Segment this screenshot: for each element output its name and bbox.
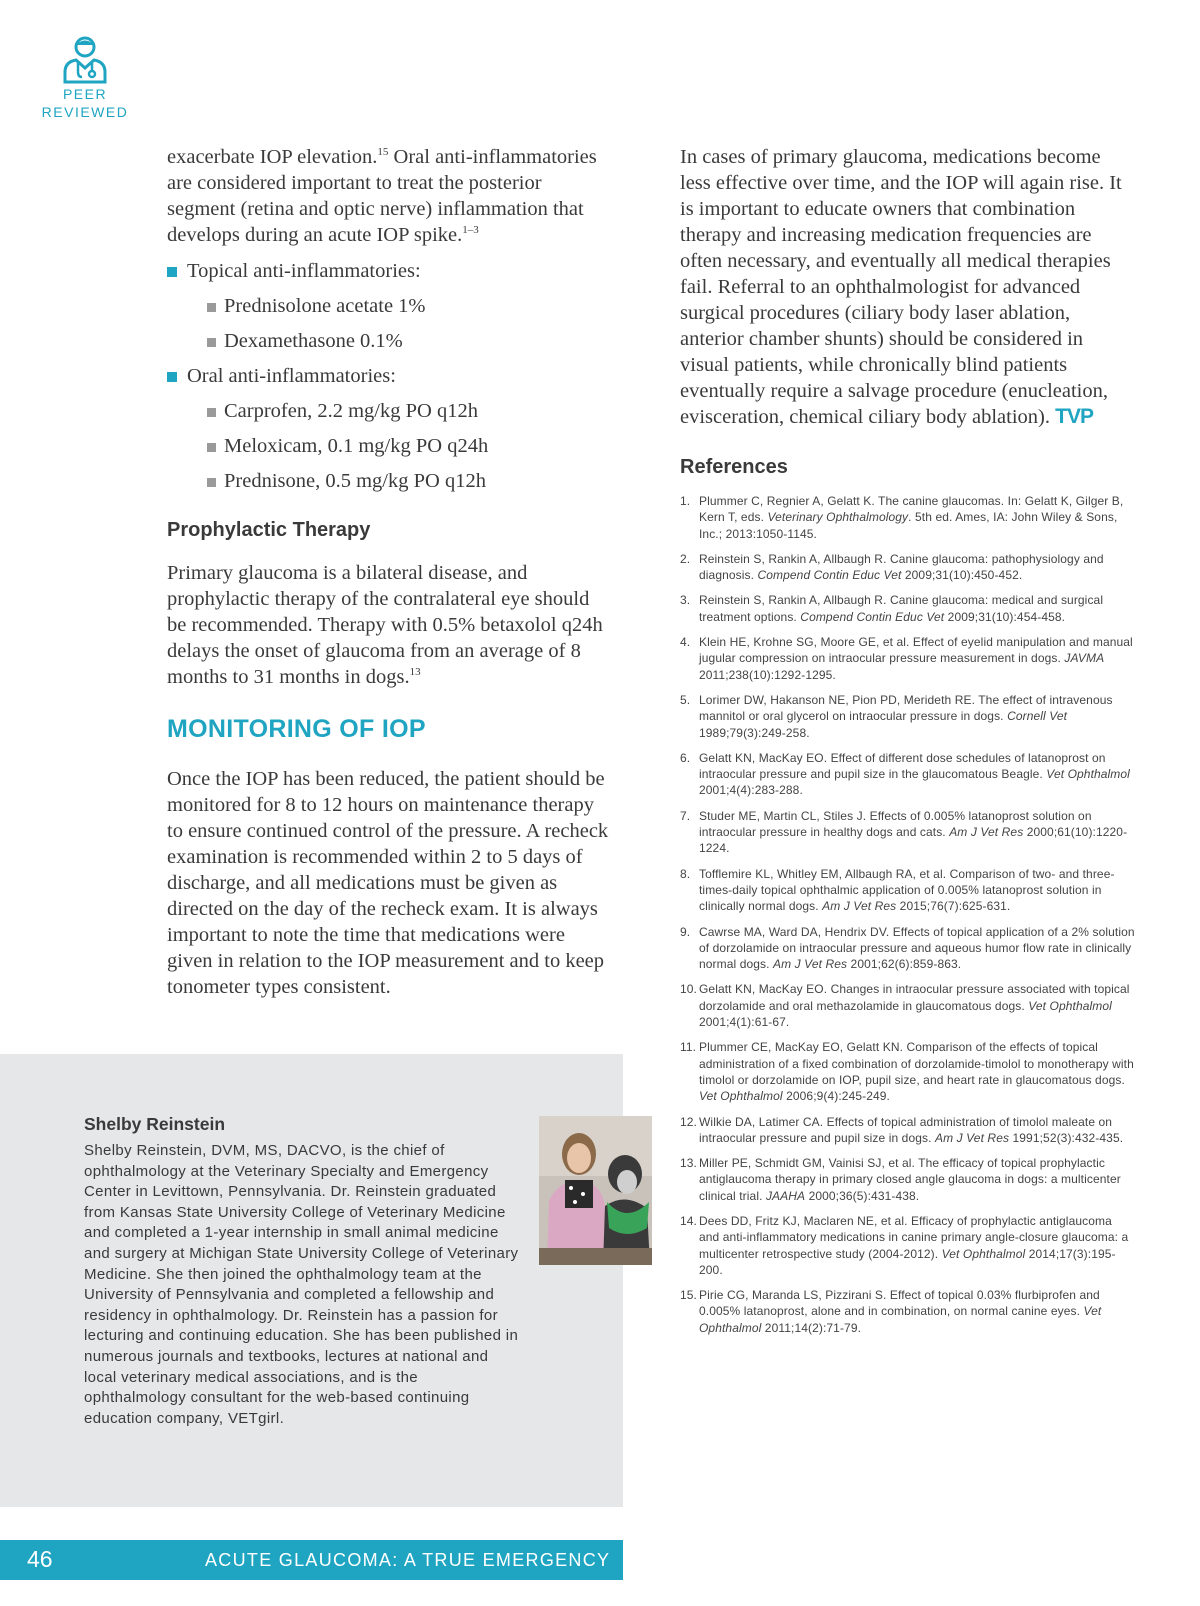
reference-item [680, 1039, 1135, 1104]
citation-sup: 1–3 [462, 224, 479, 237]
references-heading: References [680, 456, 788, 478]
reference-item [680, 1287, 1135, 1336]
reference-number: 13. [680, 1156, 697, 1171]
reference-citation: 2011;238(10):1292-1295. [699, 667, 836, 682]
reference-journal: Am J Vet Res [934, 1130, 1010, 1145]
anti-inflammatory-list [167, 258, 612, 494]
sub-list [187, 398, 612, 494]
reference-text: Tofflemire KL, Whitley EM, Allbaugh RA, et al. Comparison of two- and three-times-daily topical ophthalmic application of 0.005% latanoprost solution in clinically normal dogs. [699, 866, 1115, 914]
reference-citation: 2000;61(10):1220-1224. [699, 825, 1128, 856]
intro-text-a: exacerbate IOP elevation. [167, 146, 378, 168]
reference-text: Reinstein S, Rankin A, Allbaugh R. Canine glaucoma: medical and surgical treatment options. [699, 593, 1104, 624]
peer-label-line2: REVIEWED [41, 104, 129, 120]
sub-list-item: Meloxicam, 0.1 mg/kg PO q24h [207, 433, 612, 459]
list-item [167, 258, 612, 354]
author-bio-text: Shelby Reinstein, DVM, MS, DACVO, is the chief of ophthalmology at the Veterinary Specialty and Emergency Center in Levittown, Pennsylvania. Dr. Reinstein graduated from Kansas State University College of Veterinary Medicine and completed a 1-year internship in small animal medicine and surgery at Michigan State University College of Veterinary Medicine. She then joined the ophthalmology team at the University of Pennsylvania and completed a fellowship and residency in ophthalmology. Dr. Reinstein has a passion for lecturing and continuing education. She has been published in numerous journals and textbooks, lectures at national and local veterinary medical associations, and is the ophthalmology consultant for the web-based continuing education company, VETgirl. [84, 1142, 519, 1427]
reference-text: Plummer C, Regnier A, Gelatt K. The canine glaucomas. In: Gelatt K, Gilger B, Kern T, eds. [699, 494, 1124, 525]
reference-journal: Vet Ophthalmol [1046, 767, 1130, 782]
reference-journal: Vet Ophthalmol [699, 1304, 1102, 1335]
sub-list-item: Carprofen, 2.2 mg/kg PO q12h [207, 398, 612, 424]
reference-number: 6. [680, 750, 691, 765]
reference-number: 5. [680, 692, 691, 707]
footer-title: ACUTE GLAUCOMA: A TRUE EMERGENCY [205, 1550, 611, 1570]
reference-journal: Veterinary Ophthalmology [767, 510, 909, 525]
reference-item [680, 981, 1135, 1030]
reference-citation: 2006;9(4):245-249. [782, 1089, 890, 1104]
reference-text: Reinstein S, Rankin A, Allbaugh R. Canine glaucoma: pathophysiology and diagnosis. [699, 551, 1104, 583]
reference-number: 3. [680, 593, 691, 608]
reference-number: 11. [680, 1040, 697, 1055]
reference-item [680, 493, 1135, 542]
reference-text: Miller PE, Schmidt GM, Vainisi SJ, et al. The efficacy of topical prophylactic antiglaucoma therapy in primary closed angle glaucoma in dogs: a multicenter clinical trial. [699, 1156, 1121, 1203]
reference-citation: 2000;36(5):431-438. [805, 1188, 920, 1203]
reference-number: 14. [680, 1213, 697, 1228]
reference-citation: 2009;31(10):450-452. [901, 568, 1023, 583]
reference-number: 15. [680, 1288, 697, 1303]
list-item-label: Oral anti-inflammatories: [187, 365, 396, 387]
reference-item [680, 634, 1135, 683]
reference-citation: 1991;52(3):432-435. [1009, 1130, 1124, 1145]
reference-journal: Cornell Vet [1007, 709, 1068, 724]
reference-journal: Compend Contin Educ Vet [757, 568, 902, 583]
reference-number: 1. [680, 494, 691, 508]
reference-item [680, 692, 1135, 741]
author-photo [539, 1116, 652, 1265]
sub-list-item: Prednisolone acetate 1% [207, 293, 612, 319]
reference-item [680, 866, 1135, 915]
tvp-logo: TVP [1055, 405, 1093, 428]
reference-item [680, 1155, 1135, 1204]
intro-text-b: Oral anti-inflammatories are considered important to treat the posterior segment (retina and optic nerve) inflammation that develops during an acute IOP spike. [167, 146, 597, 246]
reference-text: Wilkie DA, Latimer CA. Effects of topical administration of timolol maleate on intraocular pressure and pupil size in dogs. [699, 1114, 1113, 1145]
conclusion-text: In cases of primary glaucoma, medications become less effective over time, and the IOP will again rise. It is important to educate owners that combination therapy and increasing medication frequencies are often necessary, and eventually all medical therapies fail. Referral to an ophthalmologist for advanced surgical procedures (ciliary body laser ablation, anterior chamber shunts) should be considered in visual patients, while chronically blind patients eventually require a salvage procedure (enucleation, evisceration, chemical ciliary body ablation). [680, 146, 1122, 428]
reference-citation: 2001;62(6):859-863. [847, 957, 962, 972]
reference-item [680, 750, 1135, 799]
reference-citation: 2015;76(7):625-631. [896, 899, 1011, 914]
reference-text: Klein HE, Krohne SG, Moore GE, et al. Effect of eyelid manipulation and manual jugular compression on intraocular pressure measurement in dogs. [699, 635, 1133, 666]
sub-list-item: Prednisone, 0.5 mg/kg PO q12h [207, 468, 612, 494]
reference-text: Dees DD, Fritz KJ, Maclaren NE, et al. Efficacy of prophylactic antiglaucoma and anti-inflammatory medications in canine primary angle-closure glaucoma: a multicenter retrospective study (2004-2012). [699, 1213, 1129, 1261]
reference-item [680, 924, 1135, 973]
reference-journal: Compend Contin Educ Vet [800, 609, 945, 624]
reference-journal: Am J Vet Res [773, 957, 848, 972]
author-name: Shelby Reinstein [84, 1114, 226, 1134]
reference-journal: JAVMA [1064, 651, 1105, 666]
reference-text: Plummer CE, MacKay EO, Gelatt KN. Comparison of the effects of topical administration of a fixed combination of dorzolamide-timolol to monotherapy with timolol or dorzolamide on IOP, pupil size, and heart rate in glaucomatous dogs. [699, 1040, 1134, 1087]
reference-citation: 2011;14(2):71-79. [761, 1320, 862, 1335]
reference-text: Cawrse MA, Ward DA, Hendrix DV. Effects of topical application of a 2% solution of dorzolamide on intraocular pressure and aqueous humor flow rate in clinically normal dogs. [699, 924, 1135, 972]
reference-item [680, 1114, 1135, 1147]
reference-citation: 1989;79(3):249-258. [699, 725, 810, 740]
reference-text: Pirie CG, Maranda LS, Pizzirani S. Effect of topical 0.03% flurbiprofen and 0.005% latanoprost, alone and in combination, on normal canine eyes. [699, 1288, 1100, 1319]
reference-item [680, 808, 1135, 857]
reference-journal: Vet Ophthalmol [941, 1246, 1026, 1261]
reference-number: 10. [680, 982, 697, 997]
reference-citation: 2009;31(10):454-458. [944, 609, 1066, 624]
right-column [680, 144, 1135, 1345]
peer-label-line1: PEER [62, 86, 108, 102]
doctor-icon [62, 34, 108, 84]
references-list [680, 493, 1135, 1336]
reference-text: Lorimer DW, Hakanson NE, Pion PD, Merideth RE. The effect of intravenous mannitol or oral glycerol on intraocular pressure in dogs. [699, 692, 1113, 724]
reference-journal: Am J Vet Res [822, 899, 897, 914]
citation-sup: 15 [377, 146, 389, 159]
list-item-label: Topical anti-inflammatories: [187, 260, 421, 282]
reference-number: 12. [680, 1114, 697, 1129]
reference-item [680, 1213, 1135, 1278]
reference-citation: 2001;4(1):61-67. [699, 1015, 790, 1030]
reference-journal: Am J Vet Res [949, 825, 1024, 840]
reference-item [680, 592, 1135, 625]
conclusion-paragraph [680, 144, 1135, 430]
reference-journal: Vet Ophthalmol [1028, 998, 1112, 1013]
page-number: 46 [27, 1546, 53, 1572]
reference-text: Gelatt KN, MacKay EO. Changes in intraocular pressure associated with topical dorzolamide and oral methazolamide in glaucomatous dogs. [699, 982, 1130, 1013]
citation-sup: 13 [409, 666, 421, 679]
reference-journal: JAAHA [765, 1188, 806, 1203]
reference-number: 4. [680, 635, 691, 650]
sub-list-item: Dexamethasone 0.1% [207, 328, 612, 354]
reference-text: Studer ME, Martin CL, Stiles J. Effects of 0.005% latanoprost solution on intraocular pressure in healthy dogs and cats. [699, 808, 1092, 840]
peer-reviewed-badge [40, 34, 130, 120]
reference-number: 8. [680, 866, 691, 881]
list-item [167, 363, 612, 494]
reference-number: 2. [680, 551, 691, 566]
intro-paragraph [167, 144, 612, 248]
reference-journal: Vet Ophthalmol [699, 1089, 783, 1104]
reference-item [680, 551, 1135, 584]
reference-text: Gelatt KN, MacKay EO. Effect of different dose schedules of latanoprost on intraocular pressure and pupil size in the glaucomatous Beagle. [699, 750, 1106, 782]
monitoring-heading: MONITORING OF IOP [167, 715, 426, 743]
left-column [167, 144, 612, 1000]
monitoring-paragraph: Once the IOP has been reduced, the patient should be monitored for 8 to 12 hours on maintenance therapy to ensure continued control of the pressure. A recheck examination is recommended within 2 to 5 days of discharge, and all medications must be given as directed on the day of the recheck exam. It is always important to note the time that medications were given in relation to the IOP measurement and to keep tonometer types consistent. [167, 768, 609, 998]
prophylactic-text: Primary glaucoma is a bilateral disease, and prophylactic therapy of the contralateral eye should be recommended. Therapy with 0.5% betaxolol q24h delays the onset of glaucoma from an average of 8 months to 31 months in dogs. [167, 562, 603, 688]
reference-citation: . 5th ed. Ames, IA: John Wiley & Sons, Inc.; 2013:1050-1145. [699, 510, 1118, 541]
reference-citation: 2014;17(3):195-200. [699, 1246, 1116, 1277]
sub-list [187, 293, 612, 354]
reference-number: 7. [680, 808, 691, 823]
prophylactic-paragraph [167, 560, 612, 690]
reference-citation: 2001;4(4):283-288. [699, 783, 803, 798]
prophylactic-heading: Prophylactic Therapy [167, 519, 371, 541]
reference-number: 9. [680, 924, 691, 939]
